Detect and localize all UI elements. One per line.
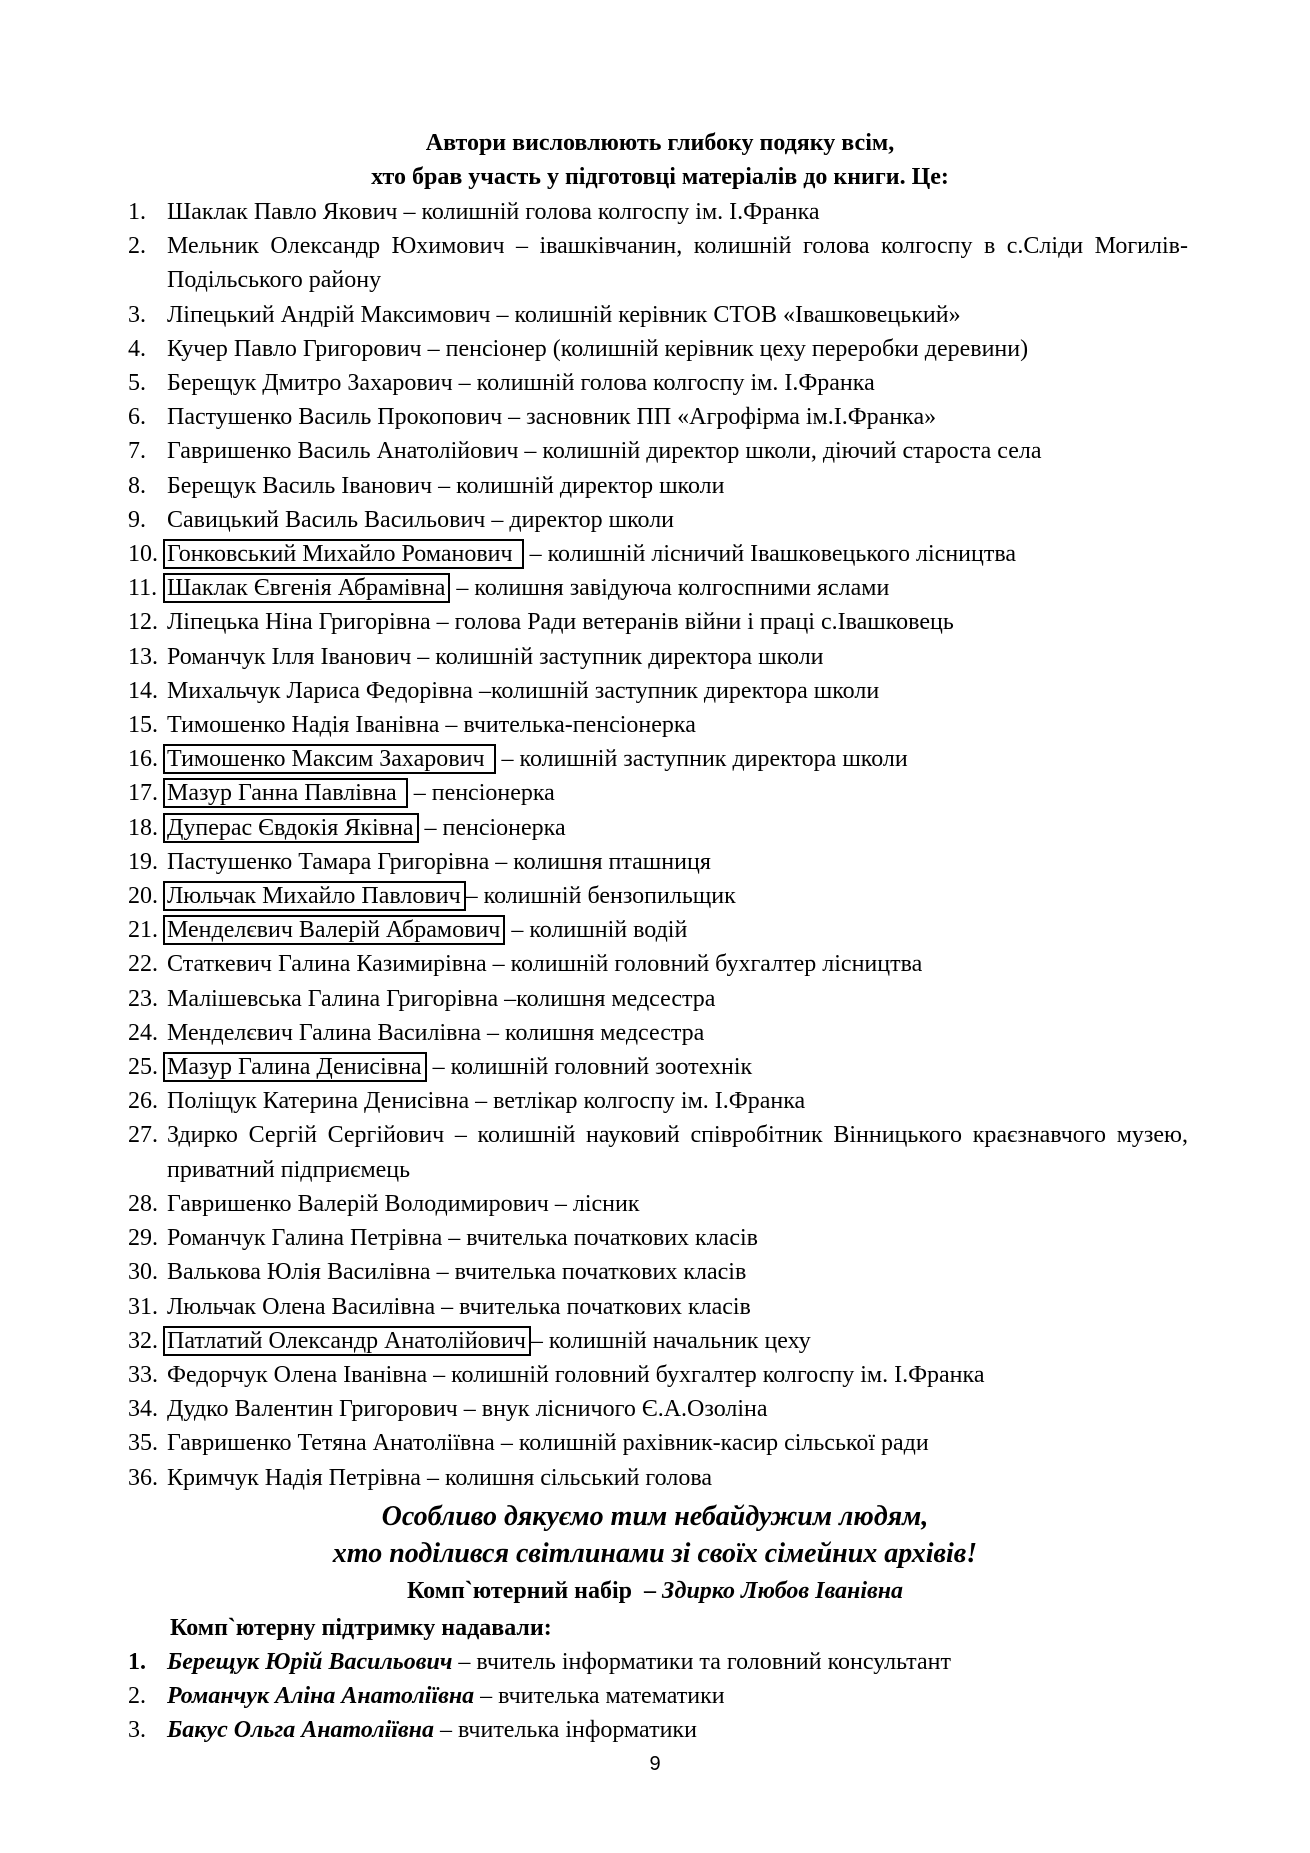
list-item-text <box>167 1221 1188 1255</box>
support-person-role: – вчителька математики <box>474 1683 725 1710</box>
list-item-text <box>167 605 1188 639</box>
list-item-text <box>167 366 1188 400</box>
list-item <box>0 674 1310 708</box>
list-item-number: 4. <box>128 335 146 362</box>
list-item-number: 31. <box>128 1293 158 1320</box>
support-item-number: 3. <box>128 1717 146 1744</box>
contributor-description: – колишній водій <box>505 917 688 944</box>
list-item-text <box>167 469 1188 503</box>
list-item-text <box>167 1050 1188 1084</box>
support-item-number: 2. <box>128 1683 146 1710</box>
list-item-number: 36. <box>128 1464 158 1491</box>
list-item-text <box>167 742 1188 776</box>
list-item <box>0 469 1310 503</box>
list-item-number: 30. <box>128 1259 158 1286</box>
list-item <box>0 1426 1310 1460</box>
list-item <box>0 1358 1310 1392</box>
thanks-line-1: Особливо дякуємо тим небайдужим людям, <box>381 1501 929 1532</box>
list-item <box>0 776 1310 810</box>
list-item-text <box>167 913 1188 947</box>
list-item-number: 16. <box>128 746 158 773</box>
boxed-name: Шаклак Євгенія Абрамівна <box>163 573 450 603</box>
list-item-text <box>167 229 1188 297</box>
contributor-name: Поліщук Катерина Денисівна <box>167 1088 470 1115</box>
list-item-number: 29. <box>128 1225 158 1252</box>
list-item <box>0 537 1310 571</box>
list-item-text <box>167 845 1188 879</box>
list-item <box>0 708 1310 742</box>
contributor-description: – колишній головний бухгалтер колгоспу ім. І.Франка <box>427 1361 985 1388</box>
list-item-text <box>167 1461 1188 1495</box>
list-item <box>0 400 1310 434</box>
list-item-number: 20. <box>128 883 158 910</box>
list-item <box>0 879 1310 913</box>
support-list <box>0 1645 1310 1748</box>
support-item-text <box>167 1645 1188 1679</box>
boxed-name: Гонковський Михайло Романович <box>163 539 524 569</box>
list-item <box>0 571 1310 605</box>
contributor-description: – колишня медсестра <box>481 1019 705 1046</box>
contributor-description: – колишній головний бухгалтер лісництва <box>486 951 923 978</box>
list-item <box>0 640 1310 674</box>
list-item-number: 14. <box>128 677 158 704</box>
list-item-number: 23. <box>128 985 158 1012</box>
list-item <box>0 742 1310 776</box>
list-item-text <box>167 640 1188 674</box>
list-item-number: 21. <box>128 917 158 944</box>
list-item-number: 35. <box>128 1430 158 1457</box>
boxed-name: Люльчак Михайло Павлович <box>163 881 466 911</box>
list-item-number: 1. <box>128 199 146 225</box>
contributor-description: – колишній заступник директора школи <box>411 643 824 670</box>
list-item-number: 32. <box>128 1327 158 1354</box>
list-item-number: 9. <box>128 506 146 533</box>
list-item-text <box>167 1084 1188 1118</box>
list-item <box>0 195 1310 229</box>
list-item-text <box>167 400 1188 434</box>
list-item-number: 33. <box>128 1361 158 1388</box>
contributor-name: Гавришенко Василь Анатолійович <box>167 438 519 465</box>
contributor-description: – колишній голова колгоспу ім. І.Франка <box>452 370 875 397</box>
list-item <box>0 1255 1310 1289</box>
contributor-description: – колишня сільський голова <box>420 1464 713 1491</box>
contributor-name: Романчук Галина Петрівна <box>167 1225 443 1252</box>
contributor-description: – колишній бензопильщик <box>465 883 736 910</box>
page-heading-line-1: Автори висловлюють глибоку подяку всім, <box>425 130 895 156</box>
support-item <box>0 1713 1310 1747</box>
page-heading-line-2: хто брав участь у підготовці матеріалів до книги. Це: <box>371 164 949 190</box>
list-item-text <box>167 811 1188 845</box>
list-item <box>0 434 1310 468</box>
contributor-name: Валькова Юлія Василівна <box>167 1259 431 1286</box>
contributor-description: – колишній науковий співробітник Вінницького краєзнавчого музею, приватний підприємець <box>167 1122 1188 1183</box>
contributor-description: – пенсіонерка <box>407 780 555 807</box>
contributor-description: – колишня завідуюча колгоспними яслами <box>450 575 890 602</box>
credit-dash: – <box>632 1578 663 1604</box>
list-item-text <box>167 1358 1188 1392</box>
list-item <box>0 1050 1310 1084</box>
list-item-text <box>167 982 1188 1016</box>
contributor-name: Мельник Олександр Юхимович <box>167 233 505 260</box>
contributor-description: – ветлікар колгоспу ім. І.Франка <box>469 1088 806 1115</box>
contributor-description: – колишній директор школи <box>432 472 725 499</box>
support-title: Комп`ютерну підтримку надавали: <box>170 1615 552 1641</box>
list-item-text <box>167 434 1188 468</box>
list-item <box>0 1084 1310 1118</box>
boxed-name: Патлатий Олександр Анатолійович <box>163 1326 531 1356</box>
list-item-text <box>167 947 1188 981</box>
list-item-text <box>167 708 1188 742</box>
list-item-text <box>167 571 1188 605</box>
support-item-number: 1. <box>128 1649 146 1675</box>
contributor-description: – вчителька початкових класів <box>442 1225 758 1252</box>
list-item <box>0 1461 1310 1495</box>
list-item-text <box>167 1392 1188 1426</box>
contributor-description: – колишня пташниця <box>489 848 711 875</box>
list-item-number: 2. <box>128 233 146 260</box>
list-item-number: 8. <box>128 472 146 499</box>
boxed-name: Тимошенко Максим Захарович <box>163 744 496 774</box>
list-item <box>0 1290 1310 1324</box>
list-item <box>0 845 1310 879</box>
list-item-text <box>167 674 1188 708</box>
contributor-description: – колишній рахівник-касир сільської ради <box>494 1430 929 1457</box>
support-person-name: Берещук Юрій Васильович <box>167 1649 453 1675</box>
contributor-description: –колишня медсестра <box>498 985 716 1012</box>
list-item-text <box>167 503 1188 537</box>
list-item <box>0 982 1310 1016</box>
list-item <box>0 1187 1310 1221</box>
credit-label: Комп`ютерний набір <box>406 1578 633 1604</box>
list-item-number: 5. <box>128 370 146 397</box>
list-item-number: 12. <box>128 609 158 636</box>
contributor-description: – лісник <box>548 1190 640 1217</box>
list-item <box>0 298 1310 332</box>
list-item-text <box>167 1187 1188 1221</box>
list-item-text <box>167 195 1188 229</box>
boxed-name: Дуперас Євдокія Яківна <box>163 813 419 843</box>
list-item-text <box>167 1324 1188 1358</box>
list-item-number: 10. <box>128 541 158 568</box>
typesetting-credit <box>0 1574 1310 1608</box>
list-item-number: 13. <box>128 643 158 670</box>
list-item-number: 6. <box>128 404 146 431</box>
list-item <box>0 947 1310 981</box>
contributor-description: – голова Ради ветеранів війни і праці с.Івашковець <box>430 609 954 636</box>
contributor-name: Федорчук Олена Іванівна <box>167 1361 428 1388</box>
list-item-number: 11. <box>128 575 158 602</box>
contributor-description: – вчителька-пенсіонерка <box>439 712 696 739</box>
contributor-name: Романчук Ілля Іванович <box>167 643 412 670</box>
list-item-number: 7. <box>128 438 146 465</box>
list-item <box>0 1118 1310 1186</box>
page-number: 9 <box>649 1753 661 1775</box>
contributor-name: Здирко Сергій Сергійович <box>167 1122 445 1149</box>
support-item <box>0 1679 1310 1713</box>
list-item-text <box>167 1255 1188 1289</box>
list-item <box>0 811 1310 845</box>
contributor-name: Кримчук Надія Петрівна <box>167 1464 421 1491</box>
list-item <box>0 1392 1310 1426</box>
contributor-description: – колишній лісничий Івашковецького лісництва <box>523 541 1017 568</box>
list-item-number: 22. <box>128 951 158 978</box>
list-item-number: 18. <box>128 814 158 841</box>
list-item-text <box>167 1426 1188 1460</box>
support-person-role: – вчитель інформатики та головний консультант <box>452 1649 951 1675</box>
contributor-description: – колишній начальник цеху <box>530 1327 811 1354</box>
contributor-name: Менделєвич Галина Василівна <box>167 1019 481 1046</box>
list-item-text <box>167 879 1188 913</box>
contributor-name: Шаклак Павло Якович <box>167 199 398 225</box>
list-item-number: 28. <box>128 1190 158 1217</box>
list-item <box>0 605 1310 639</box>
thanks-line-2: хто поділився світлинами зі своїх сімейних архівів! <box>332 1538 978 1569</box>
contributor-description: – пенсіонерка <box>418 814 566 841</box>
list-item-number: 15. <box>128 712 158 739</box>
list-item <box>0 332 1310 366</box>
contributor-description: – вчителька початкових класів <box>435 1293 751 1320</box>
support-person-name: Бакус Ольга Анатоліївна <box>167 1717 434 1744</box>
list-item <box>0 1016 1310 1050</box>
contributor-description: – директор школи <box>485 506 675 533</box>
contributor-description: – колишній головний зоотехнік <box>426 1054 753 1081</box>
contributor-name: Пастушенко Тамара Григорівна <box>167 848 490 875</box>
contributor-name: Гавришенко Тетяна Анатоліївна <box>167 1430 495 1457</box>
list-item-number: 27. <box>128 1122 158 1149</box>
contributor-name: Гавришенко Валерій Володимирович <box>167 1190 549 1217</box>
list-item-number: 25. <box>128 1054 158 1081</box>
contributor-description: – колишній заступник директора школи <box>495 746 908 773</box>
contributor-name: Малішевська Галина Григорівна <box>167 985 499 1012</box>
list-item <box>0 913 1310 947</box>
contributor-description: – колишній директор школи, діючий староста села <box>518 438 1042 465</box>
list-item-text <box>167 1290 1188 1324</box>
contributor-name: Дудко Валентин Григорович <box>167 1396 458 1423</box>
list-item <box>0 366 1310 400</box>
support-item-text <box>167 1679 1188 1713</box>
contributor-name: Тимошенко Надія Іванівна <box>167 712 440 739</box>
contributor-description: – колишній керівник СТОВ «Івашковецький» <box>490 301 961 328</box>
contributor-description: – пенсіонер (колишній керівник цеху переробки деревини) <box>421 335 1029 362</box>
contributor-description: –колишній заступник директора школи <box>472 677 880 704</box>
list-item-text <box>167 1118 1188 1186</box>
support-person-role: – вчителька інформатики <box>433 1717 697 1744</box>
boxed-name: Мазур Галина Денисівна <box>163 1052 427 1082</box>
contributor-name: Берещук Василь Іванович <box>167 472 433 499</box>
list-item <box>0 1324 1310 1358</box>
contributor-name: Кучер Павло Григорович <box>167 335 422 362</box>
list-item <box>0 503 1310 537</box>
contributor-name: Статкевич Галина Казимирівна <box>167 951 487 978</box>
support-person-name: Романчук Аліна Анатоліївна <box>167 1683 475 1710</box>
contributor-name: Ліпецька Ніна Григорівна <box>167 609 431 636</box>
list-item-text <box>167 537 1188 571</box>
list-item-text <box>167 776 1188 810</box>
support-item-text <box>167 1713 1188 1747</box>
contributor-description: – колишній голова колгоспу ім. І.Франка <box>397 199 820 225</box>
contributor-description: – вчителька початкових класів <box>430 1259 747 1286</box>
contributor-name: Михальчук Лариса Федорівна <box>167 677 473 704</box>
list-item-number: 17. <box>128 780 158 807</box>
boxed-name: Мазур Ганна Павлівна <box>163 778 408 808</box>
list-item-number: 34. <box>128 1396 158 1423</box>
contributor-name: Берещук Дмитро Захарович <box>167 370 453 397</box>
contributor-name: Пастушенко Василь Прокопович <box>167 404 503 431</box>
contributor-name: Савицький Василь Васильович <box>167 506 486 533</box>
contributor-name: Ліпецький Андрій Максимович <box>167 301 491 328</box>
list-item <box>0 229 1310 297</box>
list-item-number: 19. <box>128 848 158 875</box>
list-item <box>0 1221 1310 1255</box>
list-item-text <box>167 1016 1188 1050</box>
list-item-number: 26. <box>128 1088 158 1115</box>
list-item-number: 24. <box>128 1019 158 1046</box>
contributor-description: – засновник ПП «Агрофірма ім.І.Франка» <box>502 404 937 431</box>
support-item <box>0 1645 1310 1679</box>
contributor-description: – івашківчанин, колишній голова колгоспу в с.Сліди Могилів-Подільського району <box>167 233 1188 294</box>
contributor-name: Люльчак Олена Василівна <box>167 1293 436 1320</box>
list-item-number: 3. <box>128 301 146 328</box>
list-item-text <box>167 298 1188 332</box>
boxed-name: Менделєвич Валерій Абрамович <box>163 915 505 945</box>
list-item-text <box>167 332 1188 366</box>
contributors-list <box>0 195 1310 1495</box>
credit-name: Здирко Любов Іванівна <box>662 1578 904 1604</box>
contributor-description: – внук лісничого Є.А.Озоліна <box>457 1396 768 1423</box>
